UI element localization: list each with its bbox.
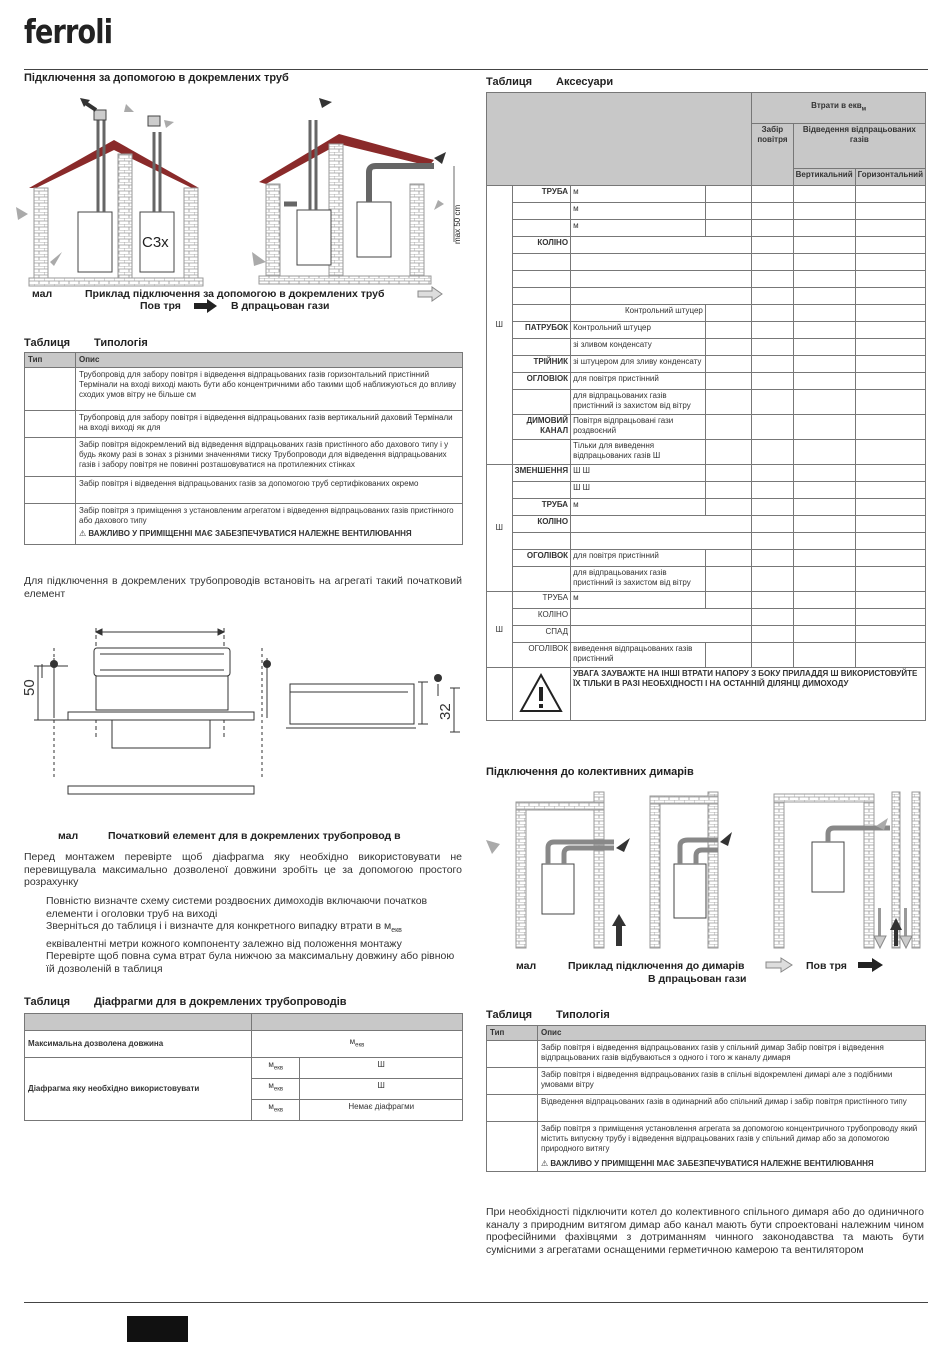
table-row: Забір повітря і відведення відпрацьованих газів за допомогою труб сертифікованих окремо	[25, 477, 463, 504]
list-item: Перевірте щоб повна сума втрат була нижчою за максимальну довжину або рівною їй дозволеній в таблиця	[46, 950, 455, 975]
fig3-caption: Приклад підключення до димарів	[568, 960, 745, 972]
section-title-separate-pipes: Підключення за допомогою в докремлених труб	[24, 72, 289, 84]
table2-title: Таблиця Діафрагми для в докремлених трубопроводів	[24, 996, 347, 1008]
table3-title: Таблиця Типологія	[486, 1009, 610, 1021]
ferroli-logo: ferroli	[24, 12, 113, 51]
table-row: Забір повітря з приміщення установлення агрегата за допомогою концентричного трубопроводу який містить випускну трубу і відведення відпрацьованих газів у спільний димар або за допомогою природного витягу ⚠ ВАЖЛИВО У ПРИМІЩЕННІ МАЄ ЗАБЕЗПЕЧУВАТИСЯ НАЛЕЖНЕ ВЕНТИЛЮВАННЯ	[487, 1122, 926, 1172]
figure-initial-element	[21, 618, 464, 803]
page-number-block	[127, 1316, 188, 1342]
table-row: Ш ТРУБА м	[487, 186, 926, 203]
max-50cm-label: max 50 cm	[453, 204, 462, 244]
fig1-caption-number: мал	[32, 288, 53, 300]
house-left-illustration	[16, 98, 203, 286]
table-row	[487, 254, 926, 271]
fig3-caption-number: мал	[516, 960, 537, 972]
figure-separate-pipes	[14, 92, 464, 297]
dim-50: 50	[21, 679, 38, 696]
table-row: $м_{екв}$ Немає діафрагми	[25, 1100, 463, 1121]
fig1-caption: Приклад підключення за допомогою в докремлених труб	[85, 288, 385, 300]
table-row: ОГОЛІВОК для повітря пристінний	[487, 550, 926, 567]
header-rule	[24, 69, 928, 70]
table-row: КОЛІНО	[487, 516, 926, 533]
warning-line: ⚠ ВАЖЛИВО У ПРИМІЩЕННІ МАЄ ЗАБЕЗПЕЧУВАТИСЯ НАЛЕЖНЕ ВЕНТИЛЮВАННЯ	[79, 529, 412, 538]
table-row: Забір повітря і відведення відпрацьованих газів в спільні відокремлені димарі але з подібними умовами вітру	[487, 1068, 926, 1095]
paragraph-initial-element: Для підключення в докремлених трубопроводів встановіть на агрегаті такий початковий елемент	[24, 575, 462, 600]
table-row: ПАТРУБОК Контрольний штуцер	[487, 322, 926, 339]
table-row	[487, 288, 926, 305]
fig3-legend-air: Пов тря	[806, 960, 847, 972]
table-row: ДИМОВИЙ КАНАЛ Повітря відпрацьовані гази роздвоєний	[487, 415, 926, 440]
bullet-list	[46, 895, 464, 975]
warning-line: ⚠ ВАЖЛИВО У ПРИМІЩЕННІ МАЄ ЗАБЕЗПЕЧУВАТИСЯ НАЛЕЖНЕ ВЕНТИЛЮВАННЯ	[541, 1159, 874, 1168]
c3x-label: C3x	[142, 234, 169, 251]
fig2-caption: Початковий елемент для в докремлених трубопровод в	[108, 830, 401, 842]
air-arrow-icon	[766, 958, 794, 972]
table-row: Трубопровід для забору повітря і відведення відпрацьованих газів горизонтальний пристінний Термінали на вході виході мають бути або концентричними або такими щоб наближуються до впливу сходих умов вітру не більше см	[25, 368, 463, 411]
table-row: ТРУБА м	[487, 499, 926, 516]
figure-collective-chimneys	[484, 788, 928, 960]
screw-icon	[263, 660, 271, 668]
table-typology-left: Тип Опис Трубопровід для забору повітря і відведення відпрацьованих газів горизонтальний пристінний Термінали на вході виході мають бути або концентричними або такими щоб наближуються до впливу сходих умов вітру не більше см Трубопровід для забору повітря і відведення відпрацьованих газів вертикальний даховий Термінали на вході виході як для Забір повітря відокремлений від відведення відпрацьованих газів пристінного або дахового типу і у будь якому разі в зонах з різними значеннями тиску Трубопроводи для відведення відпрацьованих газів і забору повітря не повинні розташовуватися на протилежних стінках Забір повітря і відведення відпрацьованих газів за допомогою труб сертифікованих окремо Забір повітря з приміщення з установленим агрегатом і відведення відпрацьованих газів пристінного або дахового типу ⚠ ВАЖЛИВО У ПРИМІЩЕННІ МАЄ ЗАБЕЗПЕЧУВАТИСЯ НАЛЕЖНЕ ВЕНТИЛЮВАННЯ	[24, 352, 463, 545]
table-row: Максимальна дозволена довжина $м_{екв}$	[25, 1031, 463, 1058]
fig1-legend-gas: В дпрацьован гази	[231, 300, 330, 312]
table-row: СПАД	[487, 626, 926, 643]
warning-icon: ⚠	[79, 529, 87, 538]
table-row: Забір повітря з приміщення з установленим агрегатом і відведення відпрацьованих газів пристінного або дахового типу ⚠ ВАЖЛИВО У ПРИМІЩЕННІ МАЄ ЗАБЕЗПЕЧУВАТИСЯ НАЛЕЖНЕ ВЕНТИЛЮВАННЯ	[25, 504, 463, 545]
fig1-legend-air: Пов тря	[140, 300, 181, 312]
warning-icon	[519, 673, 563, 713]
table-row: Забір повітря і відведення відпрацьованих газів у спільний димар Забір повітря і відведення відпрацьованих газів відбуваються з одного і того ж каналу димаря	[487, 1041, 926, 1068]
table-accessories: Втрати в екв$_м$ Забір повітря Відведення відпрацьованих газів Вертикальний Горизонтальний Ш ТРУБА м м м КОЛІНО Контрольний штуцер ПАТРУБОК Контрольний штуцер зі зливом конденсату ТРІЙНИК зі штуцером для зливу конденсату ОГЛОВІОК для повітря пристінний для відпрацьованих газів пристінний із захистом від вітру ДИМОВИЙ КАНАЛ Повітря відпрацьовані гази роздвоєний Тільки для виведення відпрацьованих газів Ш Ш ЗМЕНШЕННЯ Ш Ш Ш Ш ТРУБА м КОЛІНО ОГОЛІВОК для повітря пристінний для відпрацьованих газів пристінний із захистом від вітру Ш ТРУБА м КОЛІНО СПАД ОГОЛІВОК виведення відпрацьованих газів пристінний УВАГА ЗАУВАЖТЕ НА ІНШІ ВТРАТИ НАПОРУ З БОКУ ПРИЛАДДЯ Ш ВИКОРИСТОВУЙТЕ ЇХ ТІЛЬКИ В РАЗІ НЕОБХІДНОСТІ І НА ОСТАННІЙ ДІЛЯНЦІ ДИМОХОДУ	[486, 92, 926, 721]
table-row: Діафрагма яку необхідно використовувати $м_{екв}$ Ш	[25, 1058, 463, 1079]
table-row-warning: УВАГА ЗАУВАЖТЕ НА ІНШІ ВТРАТИ НАПОРУ З БОКУ ПРИЛАДДЯ Ш ВИКОРИСТОВУЙТЕ ЇХ ТІЛЬКИ В РАЗІ НЕОБХІДНОСТІ І НА ОСТАННІЙ ДІЛЯНЦІ ДИМОХОДУ	[487, 668, 926, 721]
house-right-illustration	[252, 98, 462, 284]
table-row	[487, 533, 926, 550]
fig2-caption-number: мал	[58, 830, 79, 842]
table1-title: Таблиця Типологія	[24, 337, 148, 349]
table-row: Ш Ш	[487, 482, 926, 499]
table-diaphragms	[24, 1013, 463, 1121]
footer-rule	[24, 1302, 928, 1303]
table-typology-right: Тип Опис Забір повітря і відведення відпрацьованих газів у спільний димар Забір повітря і відведення відпрацьованих газів відбуваються з одного і того ж каналу димаря Забір повітря і відведення відпрацьованих газів в спільні відокремлені димарі але з подібними умовами вітру Відведення відпрацьованих газів в одинарний або спільний димар і забір повітря пристінного типу Забір повітря з приміщення установлення агрегата за допомогою концентричного трубопроводу який містить випускну трубу і відведення відпрацьованих газів у спільний димар або за допомогою природного витягу ⚠ ВАЖЛИВО У ПРИМІЩЕННІ МАЄ ЗАБЕЗПЕЧУВАТИСЯ НАЛЕЖНЕ ВЕНТИЛЮВАННЯ	[486, 1025, 926, 1172]
accessories-title: Таблиця Аксесуари	[486, 76, 614, 88]
table-row: м	[487, 203, 926, 220]
table-row: для відпрацьованих газів пристінний із захистом від вітру	[487, 390, 926, 415]
gas-arrow-icon	[858, 958, 884, 972]
table-row: Контрольний штуцер	[487, 305, 926, 322]
table-row: ОГОЛІВОК виведення відпрацьованих газів пристінний	[487, 643, 926, 668]
table-row: зі зливом конденсату	[487, 339, 926, 356]
table-row: для відпрацьованих газів пристінний із захистом від вітру	[487, 567, 926, 592]
table-row	[487, 271, 926, 288]
fig3-legend-gas: В дпрацьован гази	[648, 973, 747, 985]
table-row: $м_{екв}$ Ш	[25, 1079, 463, 1100]
gas-arrow-icon	[194, 299, 218, 313]
list-item: Повністю визначте схему системи роздвоєних димоходів включаючи початков елементи і оголовки труб на виході	[46, 895, 428, 920]
warning-icon: ⚠	[541, 1159, 549, 1168]
table-row: КОЛІНО	[487, 237, 926, 254]
table-row: ОГЛОВІОК для повітря пристінний	[487, 373, 926, 390]
screw-icon	[50, 660, 58, 668]
air-arrow-icon	[418, 287, 444, 301]
table-row: Відведення відпрацьованих газів в одинарний або спільний димар і забір повітря пристінного типу	[487, 1095, 926, 1122]
paragraph-before-install: Перед монтажем перевірте щоб діафрагма яку необхідно використовувати не перевищувала максимально дозволеної довжини зробіть це за допомогою простого розрахунку	[24, 851, 462, 888]
section-title-collective-chimneys: Підключення до колективних димарів	[486, 766, 694, 778]
paragraph-collective-connection: При необхідності підключити котел до колективного спільного димаря або до одиничного каналу з природним витягом димар або канал мають бути спроектовані належним чином професійними фахівцями з дотриманням чинного законодавства та мають бути сумісними з агрегатами оснащеними герметичною камерою та вентилятором	[486, 1206, 924, 1256]
table-row: ТРІЙНИК зі штуцером для зливу конденсату	[487, 356, 926, 373]
screw-icon	[434, 674, 442, 682]
table-row: Ш ТРУБА м	[487, 592, 926, 609]
table-row: Забір повітря відокремлений від відведення відпрацьованих газів пристінного або дахового типу і у будь якому разі в зонах з різними значеннями тиску Трубопроводи для відведення відпрацьованих газів і забору повітря не повинні розташовуватися на протилежних стінках	[25, 438, 463, 477]
dim-32: 32	[437, 703, 454, 720]
table-row: Тільки для виведення відпрацьованих газів Ш	[487, 440, 926, 465]
list-item: еквівалентні метри кожного компоненту залежно від положення монтажу	[46, 937, 402, 950]
table-row: м	[487, 220, 926, 237]
table-row: Трубопровід для забору повітря і відведення відпрацьованих газів вертикальний даховий Термінали на вході виході як для	[25, 411, 463, 438]
list-item: Зверніться до таблиця і і визначте для конкретного випадку втрати в $м_{екв}$	[46, 920, 402, 935]
table-row: КОЛІНО	[487, 609, 926, 626]
table-row: Ш ЗМЕНШЕННЯ Ш Ш	[487, 465, 926, 482]
